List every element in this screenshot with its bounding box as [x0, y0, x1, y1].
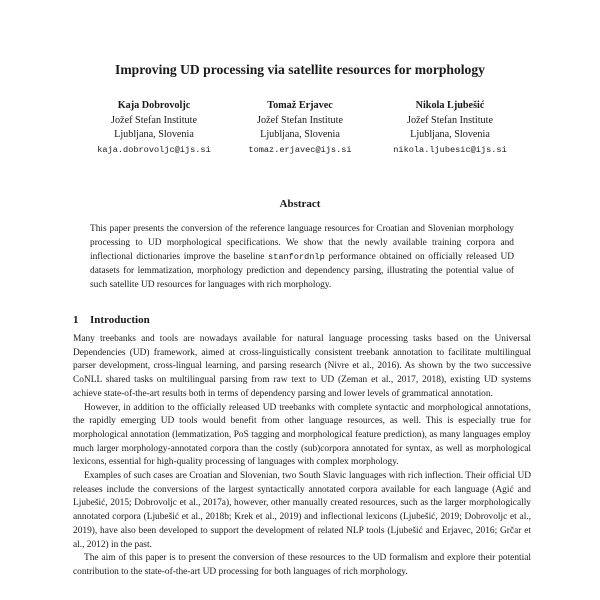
section-title: Introduction	[90, 314, 150, 326]
author-name: Kaja Dobrovoljc	[117, 100, 191, 111]
author-location: Ljubljana, Slovenia	[410, 129, 490, 140]
body-paragraph: Examples of such cases are Croatian and Slovenian, two South Slavic languages with rich inflection. Their official UD releases include the conversions of the largest syntactically annotated corpora available for each language (Agić and Ljubešić, 2015; Dobrovoljc et al., 2017a), however, other manually created resources, such as the larger morphologically annotated corpora (Ljubešić et al., 2018b; Krek et al., 2019) and inflectional lexicons (Ljubešić, 2019; Dobrovoljc et al., 2019), have also been developed to support the development of related NLP tools (Ljubešić and Erjavec, 2016; Grčar et al., 2012) in the past.	[73, 471, 531, 550]
author-2	[215, 99, 385, 158]
author-affiliation: Jožef Stefan Institute	[406, 114, 493, 126]
paper-title: Improving UD processing via satellite resources for morphology	[115, 62, 485, 77]
author-location: Ljubljana, Slovenia	[114, 129, 194, 140]
abstract-text-part: This paper presents the conversion of the reference language resources for Croatian and Slovenian morphology processing to UD morphological specifications. We show that the newly available training corpora and inflectional dictionaries improve the baseline	[90, 224, 514, 263]
author-affiliation: Jožef Stefan Institute	[256, 114, 343, 126]
section-number: 1	[73, 314, 79, 326]
author-affiliation: Jožef Stefan Institute	[110, 114, 197, 126]
body-paragraph: The aim of this paper is to present the conversion of these resources to the UD formalism and explore their potential contribution to the state-of-the-art UD processing for both languages of rich morphology.	[73, 553, 531, 577]
author-email: kaja.dobrovoljc@ijs.si	[97, 144, 211, 155]
abstract-code-stanfordnlp: stanfordnlp	[268, 252, 325, 263]
abstract-text-part: performance obtained on officially released UD datasets for lemmatization, morphology prediction and dependency parsing, illustrating the potential value of such satellite UD resources for languages with rich morphology.	[90, 252, 514, 291]
body-paragraph: However, in addition to the officially released UD treebanks with complete syntactic and morphological annotations, the rapidly emerging UD tools would benefit from other language resources, as well. This is especially true for morphological annotation (lemmatization, PoS tagging and morphological feature prediction), as many languages employ much larger morphology-annotated corpora than the costly (sub)corpora annotated for syntax, as well as morphological lexicons, essential for high-quality processing of languages with complex morphology.	[73, 402, 531, 468]
author-1	[69, 99, 239, 158]
author-3	[365, 99, 535, 158]
author-location: Ljubljana, Slovenia	[260, 129, 340, 140]
author-email: nikola.ljubesic@ijs.si	[393, 144, 507, 155]
body-paragraph: Many treebanks and tools are nowadays available for natural language processing tasks based on the Universal Dependencies (UD) framework, aimed at cross-linguistically consistent treebank annotation to facilitate multilingual parser development, cross-lingual learning, and parsing research (Nivre et al., 2016). As shown by the two successive CoNLL shared tasks on multilingual parsing from raw text to UD (Zeman et al., 2017, 2018), existing UD systems achieve state-of-the-art results both in terms of dependency parsing and lower levels of grammatical annotation.	[73, 334, 531, 399]
abstract-text	[90, 222, 514, 292]
author-name: Tomaž Erjavec	[267, 100, 333, 111]
author-block	[0, 99, 600, 159]
section-heading	[73, 314, 150, 326]
author-name: Nikola Ljubešić	[415, 100, 485, 111]
body-text	[73, 333, 531, 580]
author-email: tomaz.erjavec@ijs.si	[248, 144, 352, 155]
abstract-heading: Abstract	[279, 198, 321, 210]
